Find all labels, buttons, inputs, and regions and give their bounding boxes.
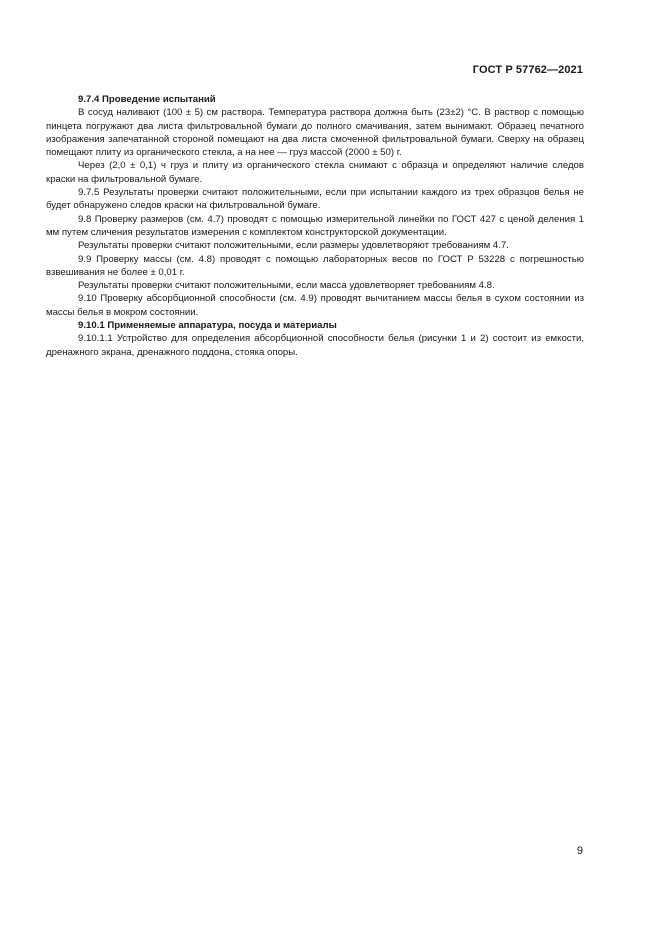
paragraph-9-8: 9.8 Проверку размеров (см. 4.7) проводят с помощью измерительной линейки по ГОСТ 427 с ценой деления 1 мм путем сличения результатов измерения с комплектом конструкторской документации. (46, 213, 584, 238)
section-heading-9-7-4: 9.7.4 Проведение испытаний (78, 94, 216, 105)
paragraph-9-10-1-1: 9.10.1.1 Устройство для определения абсорбционной способности белья (рисунки 1 и 2) состоит из емкости, дренажного экрана, дренажного поддона, стояка опоры. (46, 333, 584, 358)
document-standard-header: ГОСТ Р 57762—2021 (472, 64, 583, 76)
paragraph-size-results: Результаты проверки считают положительными, если размеры удовлетворяют требованиям 4.7. (78, 240, 509, 252)
page-number: 9 (576, 845, 583, 857)
paragraph-9-7-5: 9.7.5 Результаты проверки считают положительными, если при испытании каждого из трех образцов белья не будет обнаружено следов краски на фильтровальной бумаге. (46, 187, 584, 212)
document-body (46, 93, 584, 359)
paragraph-solution-procedure: В сосуд наливают (100 ± 5) см раствора. Температура раствора должна быть (23±2) °C. В раствор с помощью пинцета погружают два листа фильтровальной бумаги до полного смачивания, затем вынимают. Образец печатного изображения запечатанной стороной помещают на два листа смоченной фильтровальной бумаги. Сверху на образец помещают плиту из органического стекла, а на нее — груз массой (2000 ± 50) г. (46, 107, 584, 159)
section-heading-9-10-1: 9.10.1 Применяемые аппаратура, посуда и материалы (78, 320, 337, 332)
paragraph-mass-results: Результаты проверки считают положительными, если масса удовлетворяет требованиям 4.8. (78, 280, 495, 292)
paragraph-9-9: 9.9 Проверку массы (см. 4.8) проводят с помощью лабораторных весов по ГОСТ Р 53228 с погрешностью взвешивания не более ± 0,01 г. (46, 253, 584, 278)
paragraph-9-10: 9.10 Проверку абсорбционной способности (см. 4.9) проводят вычитанием массы белья в сухом состоянии из массы белья в мокром состоянии. (46, 293, 584, 318)
paragraph-weight-removal: Через (2,0 ± 0,1) ч груз и плиту из органического стекла снимают с образца и определяют наличие следов краски на фильтровальной бумаге. (46, 160, 584, 185)
